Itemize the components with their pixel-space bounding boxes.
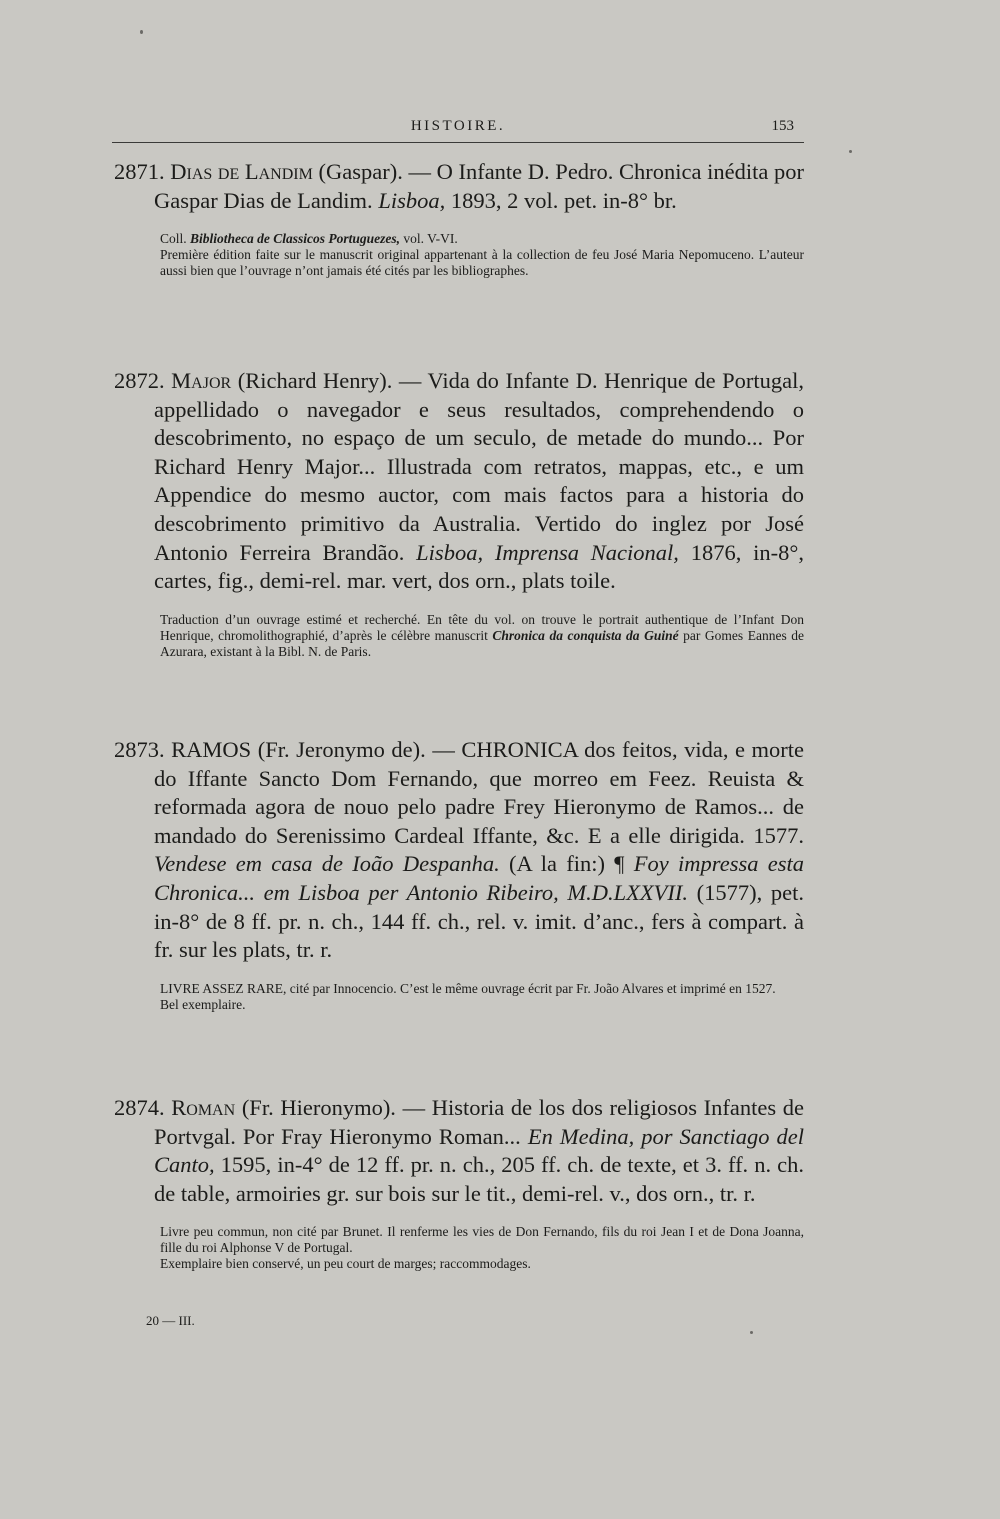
entry-note: Bel exemplaire. bbox=[160, 996, 246, 1012]
entry-note: Première édition faite sur le manuscrit original appartenant à la collection de feu José Maria Nepomuceno. L’auteur aussi bien que l’ouvrage n’ont jamais été cités par les bibliographes. bbox=[160, 247, 804, 279]
entry-note: LIVRE ASSEZ RARE, cité par Innocencio. C’est le même ouvrage écrit par Fr. João Alvares et imprimé en 1527. bbox=[160, 980, 776, 996]
entry-note: Traduction d’un ouvrage estimé et recherché. En tête du vol. on trouve le portrait authentique de l’Infant Don Henrique, chromolithographié, d’après le célèbre manuscrit Chronica da conquista da Guiné par Gomes Eannes de Azurara, existant à la Bibl. N. de Paris. bbox=[160, 611, 804, 659]
imprint-place: Lisboa, bbox=[378, 187, 446, 213]
imprint-place: En Medina, por Sanctiago del Canto, bbox=[154, 1123, 804, 1178]
entry-2874 bbox=[114, 1094, 804, 1272]
entry-2873 bbox=[114, 736, 804, 1013]
entry-text: 2872. Major (Richard Henry). — Vida do Infante D. Henrique de Portugal, appellidado o navegador e seus resultados, comprehendendo o descobrimento, no espaço de um seculo, de metade do mundo... Por Richard Henry Major... Illustrada com retratos, mappas, etc., e um Appendice do mesmo auctor, com mais factos para a historia do descobrimento primitivo da Australia. Vertido do inglez por José Antonio Ferreira Brandão. Lisboa, Imprensa Nacional, 1876, in-8°, cartes, fig., demi-rel. mar. vert, dos orn., plats toile. bbox=[114, 368, 805, 594]
section-title: HISTOIRE. bbox=[410, 118, 506, 134]
entry-text: 2871. Dias de Landim (Gaspar). — O Infante D. Pedro. Chronica inédita por Gaspar Dias de Landim. Lisboa, 1893, 2 vol. pet. in-8° br. bbox=[114, 159, 805, 213]
entry-author: Dias de Landim bbox=[170, 159, 313, 184]
entry-note: Coll. Bibliotheca de Classicos Portuguezes, vol. V-VI. bbox=[160, 231, 458, 247]
signature-mark: 20 — III. bbox=[146, 1313, 195, 1328]
entry-note: Exemplaire bien conservé, un peu court de marges; raccommodages. bbox=[160, 1256, 531, 1272]
paper-speck bbox=[849, 150, 852, 153]
imprint-place: Lisboa, Imprensa Nacional, bbox=[416, 539, 679, 565]
entry-2872 bbox=[114, 367, 804, 660]
entry-number: 2873. bbox=[114, 737, 165, 762]
page-number: 153 bbox=[771, 118, 794, 134]
entry-number: 2874. bbox=[114, 1095, 165, 1120]
entry-number: 2872. bbox=[114, 368, 165, 393]
entry-author: RAMOS (Fr. Jeronymo de). bbox=[171, 737, 426, 762]
entry-note: Livre peu commun, non cité par Brunet. Il renferme les vies de Don Fernando, fils du roi Jean I et de Dona Joanna, fille du roi Alphonse V de Portugal. bbox=[160, 1224, 804, 1256]
entry-author: Roman bbox=[171, 1095, 236, 1120]
entry-author: Major bbox=[171, 368, 232, 393]
running-head bbox=[112, 116, 804, 143]
entry-2871 bbox=[114, 158, 804, 279]
paper-speck bbox=[750, 1331, 753, 1334]
entry-text: 2873. RAMOS (Fr. Jeronymo de). — CHRONICA dos feitos, vida, e morte do Iffante Sancto Dom Fernando, que morreo em Feez. Reuista & reformada agora de nouo pelo padre Frey Hieronymo de Ramos... de mandado do Serenissimo Cardeal Iffante, &c. E a elle dirigida. 1577. Vendese em casa de Ioão Despanha. (A la fin:) ¶ Foy impressa esta Chronica... em Lisboa per Antonio Ribeiro, M.D.LXXVII. (1577), pet. in-8° de 8 ff. pr. n. ch., 144 ff. ch., rel. v. imit. d’anc., fers à compart. à fr. sur les plats, tr. r. bbox=[114, 737, 805, 963]
paper-speck bbox=[140, 30, 143, 34]
imprint-place: Vendese em casa de Ioão Despanha. bbox=[154, 851, 500, 877]
entry-number: 2871. bbox=[114, 159, 165, 184]
entry-text: 2874. Roman (Fr. Hieronymo). — Historia de los dos religiosos Infantes de Portvgal. Por Fray Hieronymo Roman... En Medina, por Sanctiago del Canto, 1595, in-4° de 12 ff. pr. n. ch., 205 ff. ch. de texte, et 3. ff. n. ch. de table, armoiries gr. sur bois sur le tit., demi-rel. v., dos orn., tr. r. bbox=[114, 1095, 804, 1206]
colophon: Foy impressa esta Chronica... em Lisboa per Antonio Ribeiro, M.D.LXXVII. bbox=[154, 851, 804, 905]
